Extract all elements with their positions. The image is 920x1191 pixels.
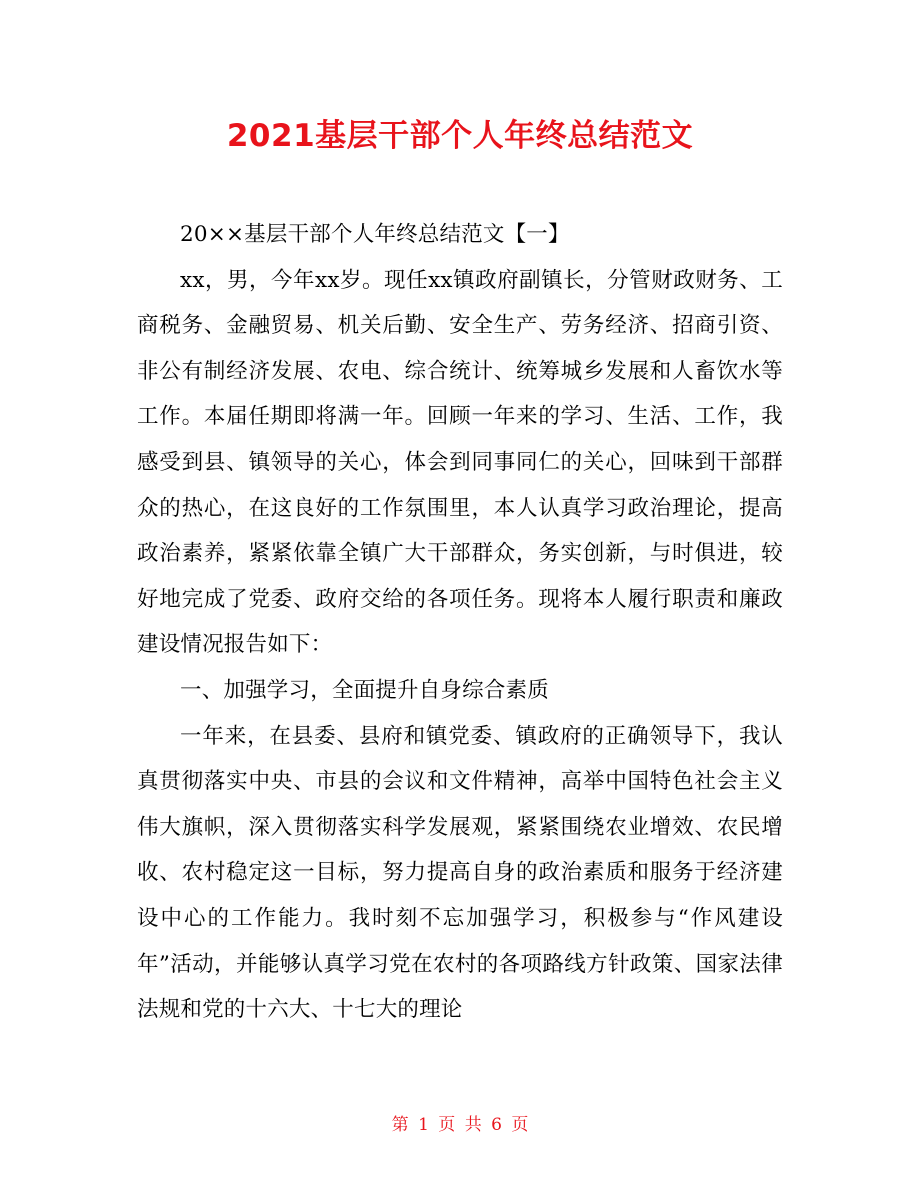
body-paragraph: 一年来，在县委、县府和镇党委、镇政府的正确领导下，我认真贯彻落实中央、市县的会议和文件精神，高举中国特色社会主义伟大旗帜，深入贯彻落实科学发展观，紧紧围绕农业增效、农民增收、农村稳定这一目标，努力提高自身的政治素质和服务于经济建设中心的工作能力。我时刻不忘加强学习，积极参与“作风建设年”活动，并能够认真学习党在农村的各项路线方针政策、国家法律法规和党的十六大、十七大的理论 — [137, 723, 783, 1023]
body-paragraph: xx，男，今年xx岁。现任xx镇政府副镇长，分管财政财务、工商税务、金融贸易、机关后勤、安全生产、劳务经济、招商引资、非公有制经济发展、农电、综合统计、统筹城乡发展和人畜饮水等工作。本届任期即将满一年。回顾一年来的学习、生活、工作，我感受到县、镇领导的关心，体会到同事同仁的关心，回味到干部群众的热心，在这良好的工作氛围里，本人认真学习政治理论，提高政治素养，紧紧依靠全镇广大干部群众，务实创新，与时俱进，较好地完成了党委、政府交给的各项任务。现将本人履行职责和廉政建设情况报告如下： — [137, 267, 783, 658]
section-heading: 20××基层干部个人年终总结范文【一】 — [180, 222, 570, 247]
document-title: 2021基层干部个人年终总结范文 — [226, 118, 694, 154]
document-body — [137, 212, 783, 1033]
page-number-footer: 第 1 页 共 6 页 — [391, 1115, 529, 1135]
subsection-heading: 一、加强学习，全面提升自身综合素质 — [180, 677, 549, 703]
